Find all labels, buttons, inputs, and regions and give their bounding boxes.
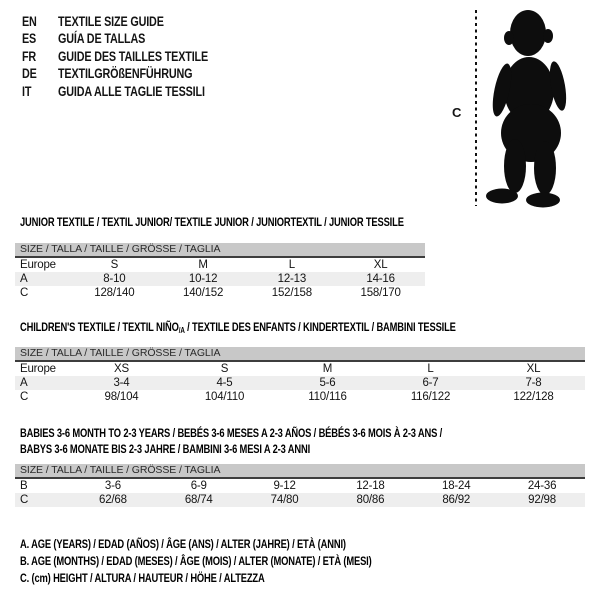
table-cell: 86/92 [442, 494, 471, 506]
table-row-height [15, 493, 585, 507]
table-cell: 18-24 [442, 480, 471, 492]
size-header-bar: SIZE / TALLA / TAILLE / GRÖSSE / TAGLIA [15, 347, 585, 362]
language-code: FR [22, 48, 37, 64]
babies-table [15, 479, 585, 507]
language-title: GUIDE DES TAILLES TEXTILE [58, 48, 209, 64]
height-measure-label: C [452, 105, 462, 120]
table-cell: 122/128 [513, 391, 554, 403]
row-label: A [20, 273, 28, 285]
language-row-en [22, 13, 208, 30]
table-cell: XL [526, 363, 541, 375]
table-cell: 74/80 [270, 494, 299, 506]
table-cell: 3-6 [104, 480, 121, 492]
section-title-part: CHILDREN'S TEXTILE / TEXTIL NIÑO [20, 320, 179, 334]
row-label: Europe [20, 259, 56, 271]
height-dotted-line [475, 10, 477, 206]
table-cell: 9-12 [273, 480, 296, 492]
section-title-children [20, 320, 456, 338]
table-cell: L [288, 259, 295, 271]
language-title: GUÍA DE TALLAS [58, 31, 146, 47]
table-cell: S [110, 259, 119, 271]
junior-table [15, 258, 425, 300]
row-label: B [20, 480, 28, 492]
table-cell: L [427, 363, 434, 375]
table-cell: 12-18 [356, 480, 385, 492]
row-label: A [20, 377, 28, 389]
language-code: EN [22, 14, 37, 29]
table-cell: 104/110 [204, 391, 245, 403]
children-table [15, 362, 585, 404]
table-cell: 98/104 [104, 391, 139, 403]
table-cell: 3-4 [113, 377, 130, 389]
language-code: ES [22, 31, 37, 47]
language-title: GUIDA ALLE TAGLIE TESSILI [58, 83, 205, 99]
table-cell: M [198, 259, 208, 271]
table-row-europe [15, 362, 585, 376]
table-cell: 14-16 [366, 273, 395, 285]
language-code: DE [22, 66, 37, 82]
table-row-age-months [15, 479, 585, 493]
legend-notes [20, 536, 372, 588]
table-cell: 152/158 [271, 287, 312, 299]
table-row-europe [15, 258, 425, 272]
table-cell: 4-5 [216, 377, 233, 389]
row-label: C [20, 391, 29, 403]
table-row-height [15, 286, 425, 300]
language-row-fr [22, 48, 208, 65]
row-label: C [20, 287, 29, 299]
section-title-part: / TEXTILE DES ENFANTS / KINDERTEXTIL / BAMBINI TESSILE [184, 320, 456, 334]
table-cell: 128/140 [94, 287, 135, 299]
table-cell: 68/74 [184, 494, 213, 506]
size-header-bar: SIZE / TALLA / TAILLE / GRÖSSE / TAGLIA [15, 464, 585, 479]
language-row-it [22, 83, 208, 100]
table-cell: 92/98 [528, 494, 556, 506]
row-label: Europe [20, 363, 56, 375]
language-title-list [22, 13, 208, 100]
table-cell: 116/122 [410, 391, 451, 403]
language-row-es [22, 30, 208, 47]
table-cell: 62/68 [99, 494, 127, 506]
section-title-babies-line1: BABIES 3-6 MONTH TO 2-3 YEARS / BEBÉS 3-6 MESES A 2-3 AÑOS / BÉBÉS 3-6 MOIS À 2-3 ANS / [20, 426, 443, 440]
section-title-babies-line2: BABYS 3-6 MONATE BIS 2-3 JAHRE / BAMBINI 3-6 MESI A 2-3 ANNI [20, 442, 311, 456]
section-title-junior: JUNIOR TEXTILE / TEXTIL JUNIOR/ TEXTILE JUNIOR / JUNIORTEXTIL / JUNIOR TESSILE [20, 215, 404, 229]
table-cell: 10-12 [188, 273, 218, 285]
table-cell: 5-6 [319, 377, 336, 389]
table-cell: 6-7 [422, 377, 439, 389]
junior-size-table [15, 243, 425, 300]
table-cell: 7-8 [525, 377, 542, 389]
table-row-age [15, 376, 585, 390]
children-size-table [15, 347, 585, 404]
table-cell: 140/152 [183, 287, 224, 299]
table-cell: 110/116 [308, 391, 347, 403]
row-label: C [20, 494, 29, 506]
table-cell: 24-36 [527, 480, 557, 492]
language-title: TEXTILE SIZE GUIDE [58, 14, 164, 29]
note-height-cm: C. (cm) HEIGHT / ALTURA / HAUTEUR / HÖHE / ALTEZZA [20, 571, 265, 586]
note-age-months: B. AGE (MONTHS) / EDAD (MESES) / ÂGE (MOIS) / ALTER (MONATE) / ETÀ (MESI) [20, 554, 372, 569]
table-row-age [15, 272, 425, 286]
table-row-height [15, 390, 585, 404]
table-cell: 80/86 [356, 494, 385, 506]
table-cell: 8-10 [103, 273, 126, 285]
table-cell: S [220, 363, 229, 375]
table-cell: 12-13 [277, 273, 307, 285]
baby-silhouette-icon [478, 6, 572, 210]
language-row-de [22, 65, 208, 82]
table-cell: XL [373, 259, 388, 271]
section-title-subscript: /A [178, 326, 185, 335]
table-cell: 6-9 [190, 480, 207, 492]
size-header-bar: SIZE / TALLA / TAILLE / GRÖSSE / TAGLIA [15, 243, 425, 258]
language-code: IT [22, 83, 32, 99]
babies-size-table [15, 464, 585, 507]
note-age-years: A. AGE (YEARS) / EDAD (AÑOS) / ÂGE (ANS) / ALTER (JAHRE) / ETÀ (ANNI) [20, 537, 346, 551]
language-title: TEXTILGRÖßENFÜHRUNG [58, 66, 193, 82]
table-cell: M [322, 363, 333, 375]
table-cell: 158/170 [360, 287, 401, 299]
table-cell: XS [114, 363, 129, 375]
